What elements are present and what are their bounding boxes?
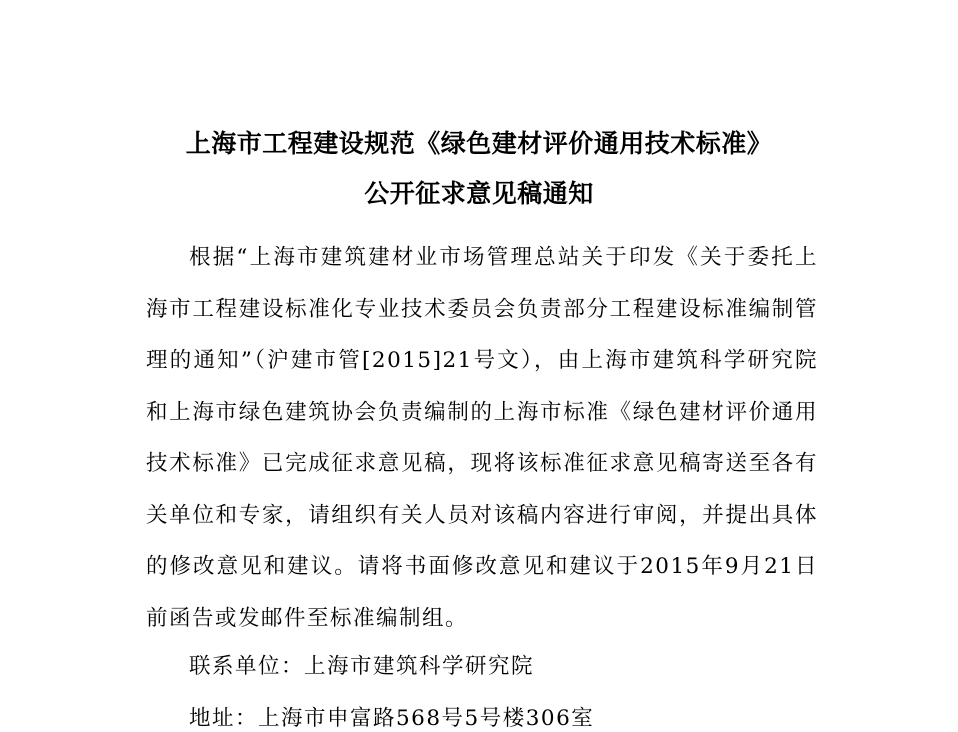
contact-unit-line: 联系单位：上海市建筑科学研究院 — [189, 654, 535, 679]
document-title-line-2: 公开征求意见稿通知 — [364, 179, 594, 208]
notice-body-paragraph: 根据“上海市建筑建材业市场管理总站关于印发《关于委托上海市工程建设标准化专业技术委员会负责部分工程建设标准编制管理的通知”（沪建市管[2015]21号文），由上海市建筑科学研究院和上海市绿色建筑协会负责编制的上海市标准《绿色建材评价通用技术标准》已完成征求意见稿，现将该标准征求意见稿寄送至各有关单位和专家，请组织有关人员对该稿内容进行审阅，并提出具体的修改意见和建议。请将书面修改意见和建议于2015年9月21日前函告或发邮件至标准编制组。 — [146, 245, 818, 631]
address-line: 地址：上海市申富路568号5号楼306室 — [189, 706, 595, 731]
document-title-line-1: 上海市工程建设规范《绿色建材评价通用技术标准》 — [185, 129, 773, 158]
